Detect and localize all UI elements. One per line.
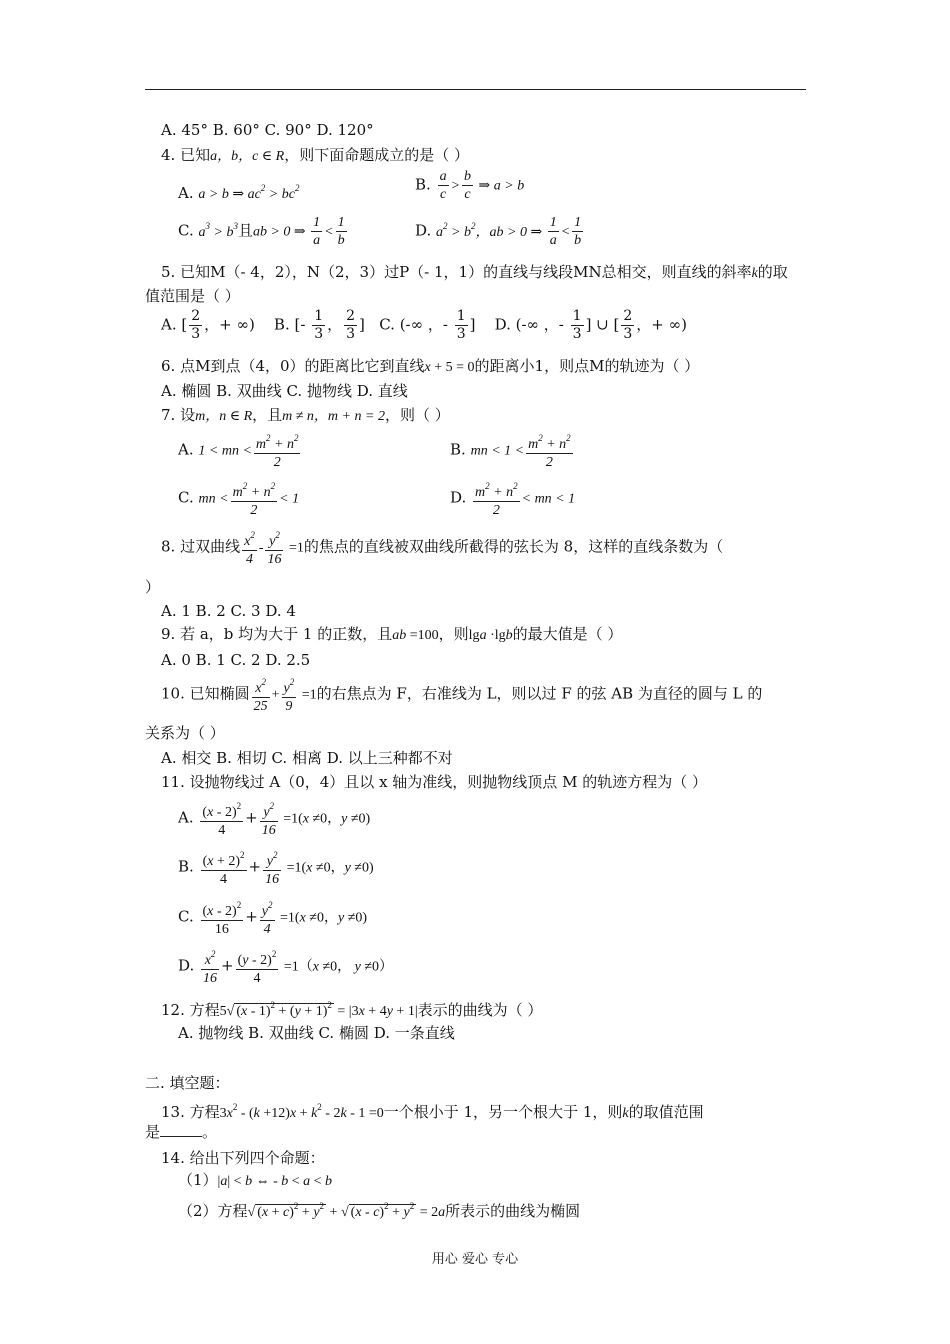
- q7-stem: 7. 设m，n ∈ R，且m ≠ n，m + n = 2，则（ ）: [161, 406, 450, 424]
- q7-option-d: D. $\frac{m^2 + n^2}{2}$ < mn < 1: [450, 481, 576, 518]
- q4-option-d: D. $a^2 > b^2$，ab > 0 ⇒ $\frac{1}{a}$ < $\frac{1}{b}$: [415, 215, 582, 248]
- q11-option-d: D. $\frac{x^2}{16}$ + $\frac{(y - 2)^2}{4}$ =1（x ≠0， y ≠0）: [178, 949, 394, 986]
- q6-stem: 6. 点M到点（4，0）的距离比它到直线x + 5 = 0的距离小1，则点M的轨迹为（ ）: [161, 357, 700, 375]
- q11-stem: 11. 设抛物线过 A（0，4）且以 x 轴为准线，则抛物线顶点 M 的轨迹方程为（ ）: [161, 773, 707, 791]
- q4-option-b: B. $\frac{a}{c}$ > $\frac{b}{c}$ ⇒ a > b: [415, 169, 525, 202]
- q7-option-c: C. mn < $\frac{m^2 + n^2}{2}$ < 1: [178, 481, 300, 518]
- q11-option-a: A. $\frac{(x - 2)^2}{4}$ + $\frac{y^2}{16}$ =1(x ≠0，y ≠0): [178, 801, 371, 838]
- q11-option-b: B. $\frac{(x + 2)^2}{4}$ + $\frac{y^2}{16}$ =1(x ≠0，y ≠0): [178, 850, 374, 887]
- q5-stem-line2: 值范围是（ ）: [145, 287, 240, 305]
- q14-proposition-2: （2）方程√ $(x + c)^2 + y^2$ + √ $(x - c)^2 + y^2 = 2a$所表示的曲线为椭圆: [178, 1201, 581, 1220]
- q5-options: A. [ $\frac{2}{3}$ ，+ ∞) B. [- $\frac{1}{3}$ ， $\frac{2}{3}$ ] C. (-∞ ，- $\frac{1}{3}$ ] D. (-∞ ，- $\frac{1}{3}$ ] ∪ [ $\frac{2}{3}$ ，+ ∞): [161, 308, 687, 342]
- q10-stem-end: 关系为（ ）: [145, 724, 225, 742]
- q12-stem: 12. 方程5√ $(x - 1)^2 + (y + 1)^2 = |3x + 4y + 1|$表示的曲线为（ ）: [161, 1000, 543, 1019]
- q14-stem: 14. 给出下列四个命题：: [161, 1149, 325, 1167]
- q5-stem-line1: 5. 已知M（- 4，2），N（2，3）过P（- 1，1）的直线与线段MN总相交，则直线的斜率k的取: [161, 263, 788, 281]
- q13-stem-end: 是 。: [145, 1123, 218, 1141]
- q8-options: A. 1 B. 2 C. 3 D. 4: [161, 602, 296, 620]
- q4-stem: 4. 已知a，b，c ∈ R，则下面命题成立的是（ ）: [161, 146, 470, 164]
- page-footer: 用心 爱心 专心: [431, 1252, 519, 1267]
- q12-options: A. 抛物线 B. 双曲线 C. 椭圆 D. 一条直线: [178, 1024, 455, 1042]
- q8-stem: 8. 过双曲线 $\frac{x^2}{4}$ - $\frac{y^2}{16}$ =1的焦点的直线被双曲线所截得的弦长为 8，这样的直线条数为（: [161, 530, 724, 567]
- q6-options: A. 椭圆 B. 双曲线 C. 抛物线 D. 直线: [161, 382, 408, 400]
- q4-option-a: A. a > b ⇒ $ac^2 > bc^2$: [178, 183, 300, 202]
- header-rule: [145, 89, 806, 90]
- q7-option-b: B. mn < 1 < $\frac{m^2 + n^2}{2}$: [450, 433, 571, 470]
- answer-blank: [160, 1122, 202, 1137]
- q10-options: A. 相交 B. 相切 C. 相离 D. 以上三种都不对: [161, 749, 453, 767]
- q13-stem: 13. 方程$3x^2 - (k +12)x + k^2 - 2k - 1 =0$一个根小于 1，另一个根大于 1，则k的取值范围: [161, 1102, 704, 1121]
- q14-proposition-1: （1）|a| < b ⇔ - b < a < b: [178, 1171, 333, 1189]
- q10-stem: 10. 已知椭圆 $\frac{x^2}{25}$ + $\frac{y^2}{9}$ =1的右焦点为 F，右准线为 L，则以过 F 的弦 AB 为直径的圆与 L 的: [161, 677, 763, 714]
- q3-options: A. 45° B. 60° C. 90° D. 120°: [161, 121, 374, 139]
- section-fill-in-title: 二. 填空题：: [145, 1074, 230, 1092]
- q4-option-c: C. $a^3 > b^3$且ab > 0 ⇒ $\frac{1}{a}$ < $\frac{1}{b}$: [178, 215, 345, 248]
- q7-option-a: A. 1 < mn < $\frac{m^2 + n^2}{2}$: [178, 433, 299, 470]
- q9-options: A. 0 B. 1 C. 2 D. 2.5: [161, 651, 311, 669]
- q11-option-c: C. $\frac{(x - 2)^2}{16}$ + $\frac{y^2}{4}$ =1(x ≠0，y ≠0): [178, 900, 368, 937]
- q9-stem: 9. 若 a，b 均为大于 1 的正数，且ab =100，则lga ·lgb的最大值是（ ）: [161, 625, 623, 643]
- q8-stem-end: ）: [145, 578, 161, 596]
